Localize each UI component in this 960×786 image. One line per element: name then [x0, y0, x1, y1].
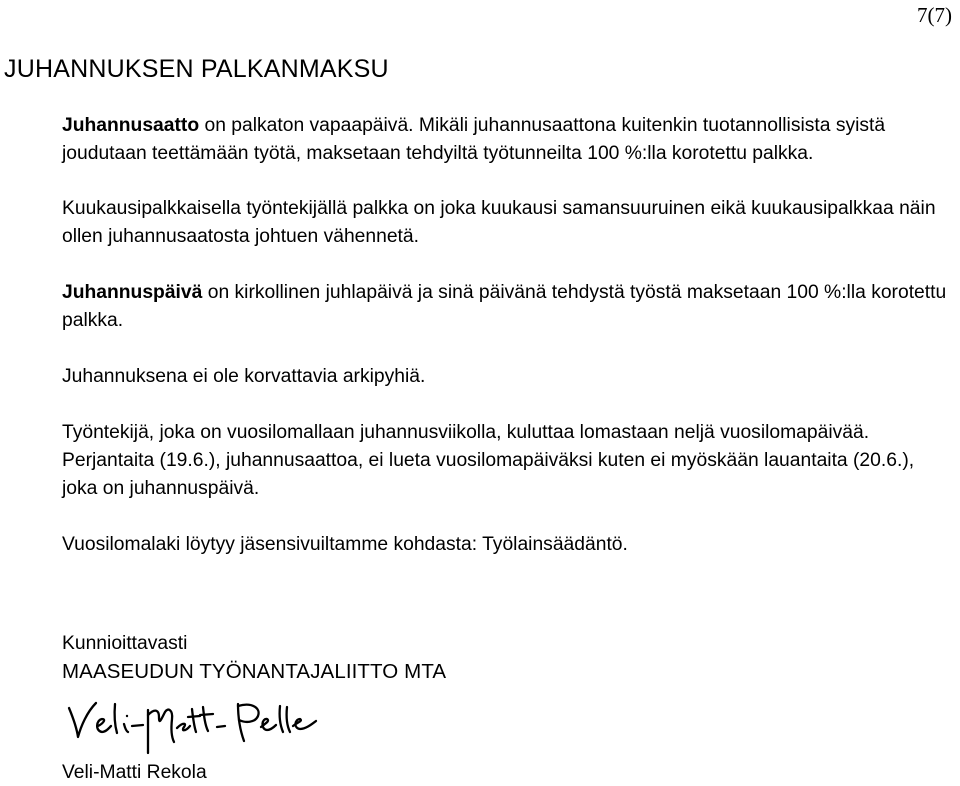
document-body: [62, 112, 952, 559]
paragraph-text: Työntekijä, joka on vuosilomallaan juhannusviikolla, kuluttaa lomastaan neljä vuosilomapäivää. Perjantaita (19.6.), juhannusaattoa, ei lueta vuosilomapäiväksi kuten ei myöskään lauantaita (20.6.), joka on juhannuspäivä.: [62, 422, 915, 499]
paragraph-no-holidays: [62, 363, 952, 391]
paragraph-juhannusaatto: [62, 112, 952, 168]
paragraph-lead: Juhannuspäivä: [62, 282, 203, 303]
organization-name: MAASEUDUN TYÖNANTAJALIITTO MTA: [62, 660, 447, 683]
closing-greeting: Kunnioittavasti: [62, 633, 188, 654]
handwritten-signature: [64, 692, 334, 762]
paragraph-text: Juhannuksena ei ole korvattavia arkipyhiä.: [62, 366, 426, 387]
paragraph-text: on palkaton vapaapäivä. Mikäli juhannusaattona kuitenkin tuotannollisista syistä joudutaan teettämään työtä, maksetaan tehdyiltä työtunneilta 100 %:lla korotettu palkka.: [62, 115, 886, 164]
signer-name: Veli-Matti Rekola: [62, 762, 207, 783]
paragraph-lead: Juhannusaatto: [62, 115, 200, 136]
paragraph-text: on kirkollinen juhlapäivä ja sinä päivänä tehdystä työstä maksetaan 100 %:lla korotettu palkka.: [62, 282, 947, 331]
paragraph-text: Kuukausipalkkaisella työntekijällä palkka on joka kuukausi samansuuruinen eikä kuukausipalkkaa näin ollen juhannusaatosta johtuen vähennetä.: [62, 198, 936, 247]
paragraph-vacation-law: [62, 531, 952, 559]
closing-block: [62, 630, 446, 686]
document-title: JUHANNUKSEN PALKANMAKSU: [4, 55, 389, 83]
paragraph-vacation: [62, 419, 952, 503]
paragraph-monthly-salary: [62, 195, 952, 251]
page-number: 7(7): [917, 3, 952, 27]
paragraph-text: Vuosilomalaki löytyy jäsensivuiltamme kohdasta: Työlainsäädäntö.: [62, 534, 628, 555]
paragraph-juhannuspaiva: [62, 279, 952, 335]
